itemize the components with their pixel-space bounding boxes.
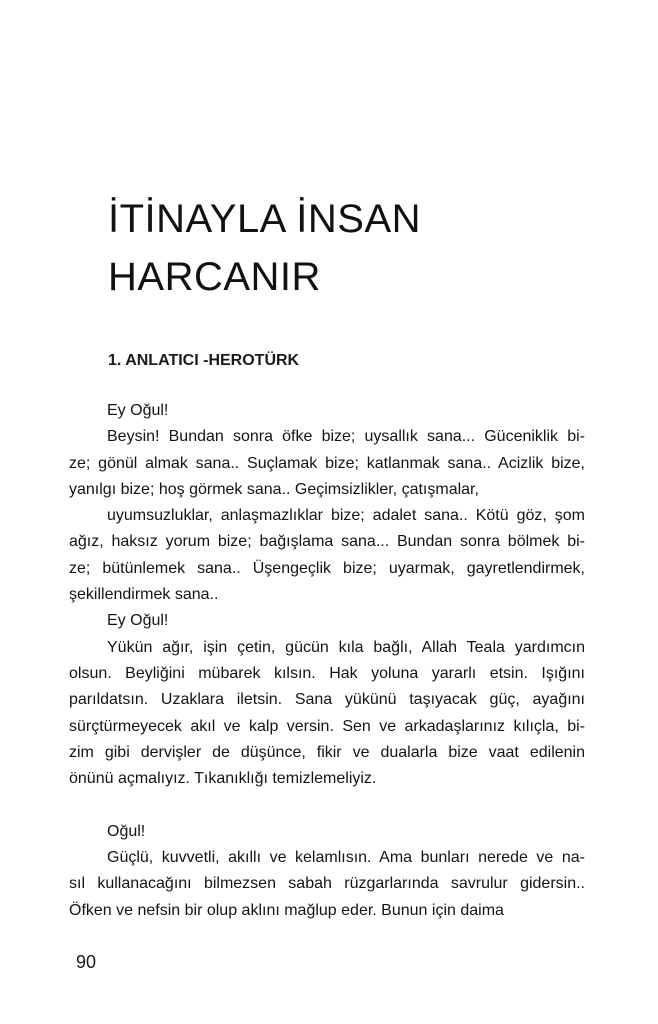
chapter-title-line-1: İTİNAYLA İNSAN [108, 197, 422, 241]
text-line: uyumsuzluklar, anlaşmazlıklar bize; adalet sana.. Kötü göz, şom [107, 507, 585, 525]
text-line: Güçlü, kuvvetli, akıllı ve kelamlısın. Ama bunları nerede ve na- [107, 849, 585, 867]
text-line: sürçtürmeyecek akıl ve kalp versin. Sen ve arkadaşlarınız kılıçla, bi- [69, 717, 585, 735]
text-line: ze; gönül almak sana.. Suçlamak bize; katlanmak sana.. Acizlik bize, [69, 454, 585, 472]
text-line: olsun. Beyliğini mübarek kılsın. Hak yoluna yararlı etsin. Işığını [69, 664, 585, 682]
text-line: yanılgı bize; hoş görmek sana.. Geçimsizlikler, çatışmalar, [69, 480, 479, 498]
text-line: Ey Oğul! [107, 612, 169, 630]
text-line: şekillendirmek sana.. [69, 586, 219, 604]
chapter-title [108, 190, 421, 306]
text-line: zim gibi dervişler de düşünce, fikir ve dualarla bize vaat edilenin [69, 743, 585, 761]
text-line: Ey Oğul! [107, 402, 169, 419]
body-text [69, 398, 585, 924]
page-number: 90 [76, 952, 97, 972]
text-line: parıldatsın. Uzaklara iletsin. Sana yükünü taşıyacak güç, ayağını [69, 691, 585, 709]
text-line: Öfken ve nefsin bir olup aklını mağlup eder. Bunun için daima [69, 901, 504, 919]
blank-line [69, 792, 585, 818]
text-line: Beysin! Bundan sonra öfke bize; uysallık sana... Güceniklik bi- [107, 428, 585, 446]
text-line: ağız, haksız yorum bize; bağışlama sana... Bundan sonra bölmek bi- [69, 533, 585, 551]
text-line: önünü açmalıyız. Tıkanıklığı temizlemeliyiz. [69, 770, 377, 788]
text-line: Yükün ağır, işin çetin, gücün kıla bağlı, Allah Teala yardımcın [107, 638, 585, 656]
section-heading: 1. ANLATICI -HEROTÜRK [108, 352, 300, 369]
chapter-title-line-2: HARCANIR [108, 255, 321, 299]
text-line: ze; bütünlemek sana.. Üşengeçlik bize; uyarmak, gayretlendirmek, [69, 559, 585, 577]
text-line: sıl kullanacağını bilmezsen sabah rüzgarlarında savrulur gidersin.. [69, 875, 585, 893]
text-line: Oğul! [107, 822, 146, 840]
